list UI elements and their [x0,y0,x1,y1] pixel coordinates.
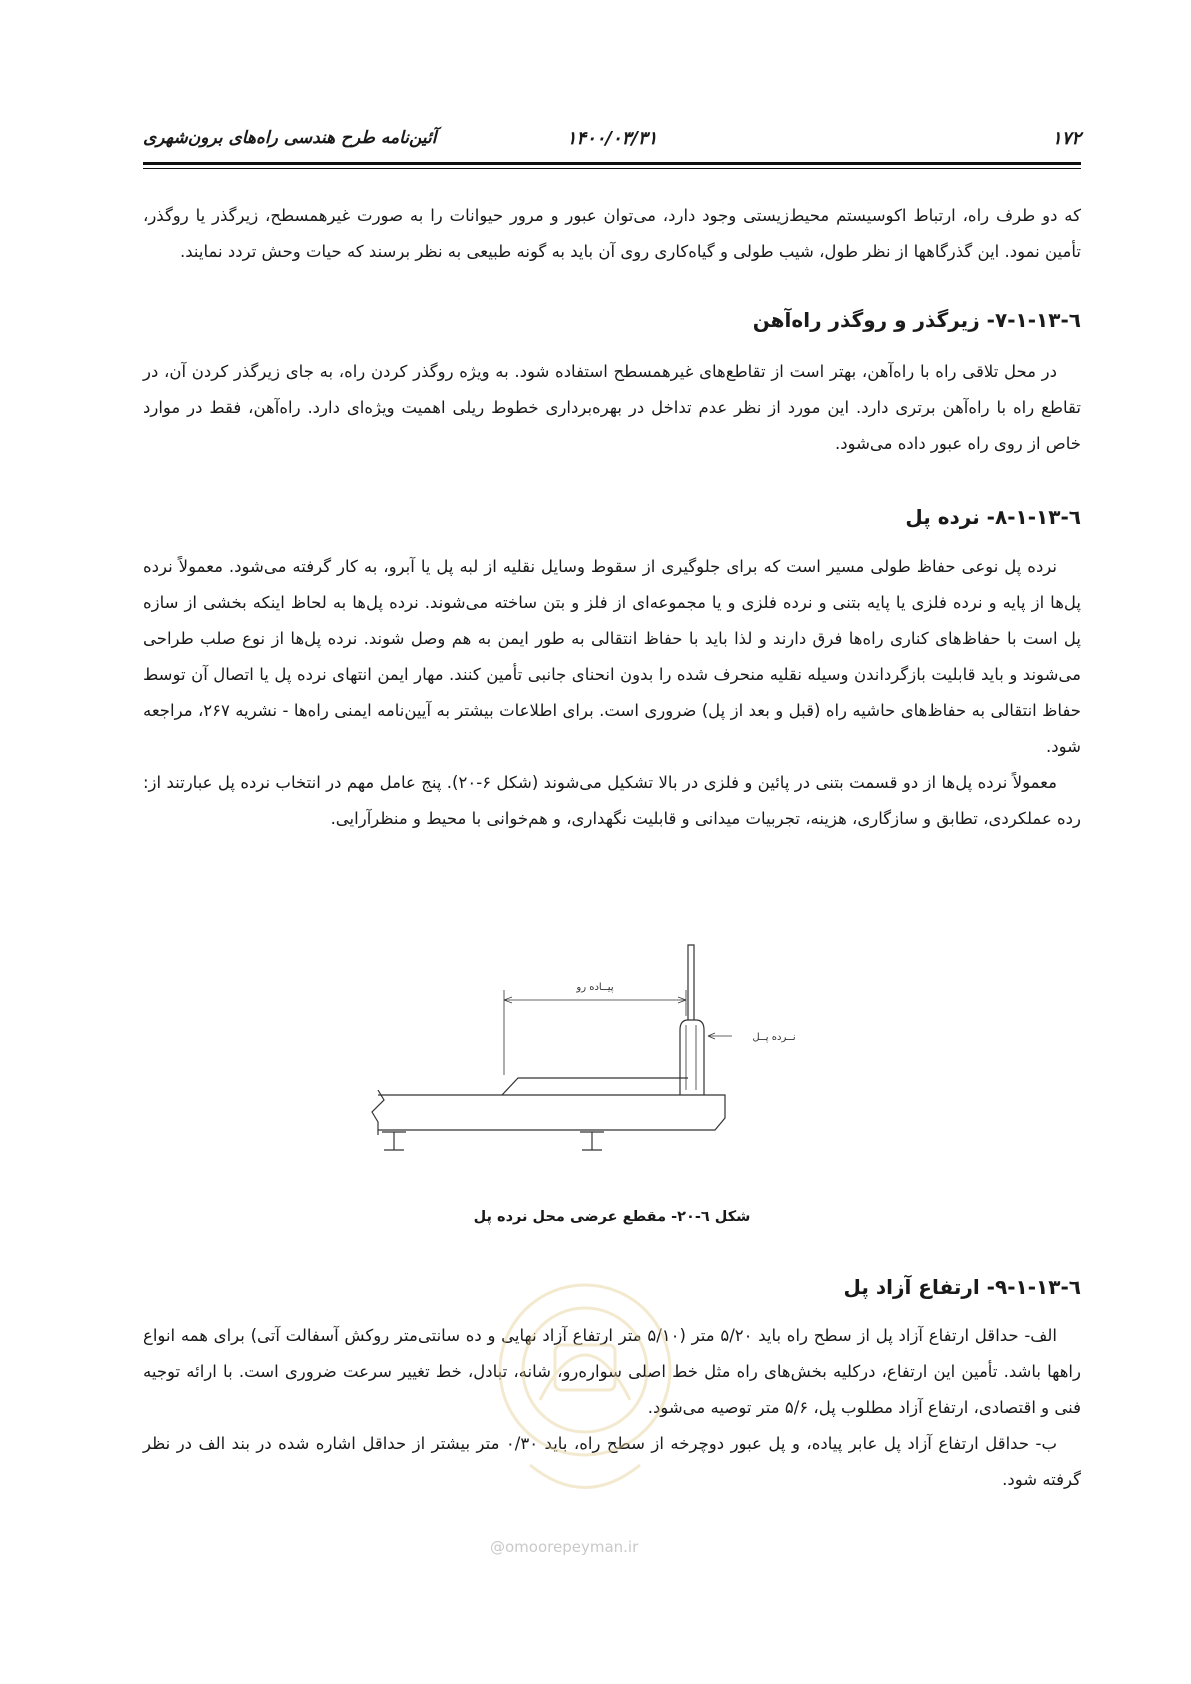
section-bridge-railing [143,502,1081,532]
intro-block [143,198,1081,270]
section-clearance-body [143,1318,1081,1498]
section-heading-railing: ٦-١٣-١-٨- نرده پل [905,505,1081,529]
section-heading-railway: ٦-١٣-١-٧- زیرگذر و روگذر راه‌آهن [752,308,1081,332]
section-clearance [143,1272,1081,1302]
railing-paragraph-2: معمولاً نرده پل‌ها از دو قسمت بتنی در پائین و فلزی در بالا تشکیل می‌شوند (شکل ۶-۲۰). پنج عامل مهم در انتخاب نرده پل عبارتند از: رده عملکردی، تطابق و سازگاری، هزینه، تجربیات میدانی و قابلیت نگهداری، و هم‌خوانی با محیط و منظرآرایی. [143,773,1081,828]
bridge-railing-cross-section-figure [370,940,810,1180]
clearance-paragraph-a: الف- حداقل ارتفاع آزاد پل از سطح راه باید ۵/۲۰ متر (۵/۱۰ متر ارتفاع آزاد نهایی و ده سانتی‌متر روکش آسفالت آتی) برای همه انواع راهها باشد. تأمین این ارتفاع، درکلیه بخش‌های راه مثل خط اصلی سواره‌رو، شانه، تبادل، خط تغییر سرعت ضروری است. با ارائه توجیه فنی و اقتصادی، ارتفاع آزاد مطلوب پل، ۵/۶ متر توصیه می‌شود. [143,1326,1081,1417]
railway-paragraph: در محل تلاقی راه با راه‌آهن، بهتر است از تقاطع‌های غیرهمسطح استفاده شود. به ویژه روگذر کردن راه، به جای زیرگذر کردن آن، در تقاطع راه با راه‌آهن برتری دارد. این مورد از نظر عدم تداخل در بهره‌برداری خطوط ریلی اهمیت ویژه‌ای دارد. راه‌آهن، فقط در موارد خاص از روی راه عبور داده می‌شود. [143,362,1081,453]
header-date: ۱۴۰۰/۰۳/۳۱ [566,128,658,149]
clearance-paragraph-b: ب- حداقل ارتفاع آزاد پل عابر پیاده، و پل عبور دوچرخه از سطح راه، باید ۰/۳۰ متر بیشتر از حداقل اشاره شده در بند الف در نظر گرفته شود. [143,1434,1081,1489]
section-railway-body [143,354,1081,462]
figure-caption: شکل ٦-٢٠- مقطع عرضی محل نرده پل [473,1209,751,1225]
watermark-site: @omoorepeyman.ir [490,1538,639,1556]
page-number: ۱۷۲ [1051,128,1081,149]
railing-paragraph-1: نرده پل نوعی حفاظ طولی مسیر است که برای جلوگیری از سقوط وسایل نقلیه از لبه پل یا آبرو، به کار گرفته می‌شود. معمولاً نرده پل‌ها از پایه و نرده فلزی یا پایه بتنی و نرده فلزی و یا مجموعه‌ای از فلز و بتن ساخته می‌شوند. نرده پل‌ها به لحاظ اینکه بخشی از سازه پل است با حفاظ‌های کناری راه‌ها فرق دارند و لذا باید با حفاظ انتقالی به طور ایمن به هم وصل شوند. نرده پل‌ها از نوع صلب طراحی می‌شوند و باید قابلیت بازگرداندن وسیله نقلیه منحرف شده را بدون انحنای جانبی تأمین کنند. مهار ایمن انتهای نرده پل یا اتصال آن توسط حفاظ انتقالی به حفاظ‌های حاشیه راه (قبل و بعد از پل) ضروری است. برای اطلاعات بیشتر به آیین‌نامه ایمنی راه‌ها - نشریه ۲۶۷، مراجعه شود. [143,557,1081,756]
header-rule-thick [143,162,1081,165]
section-railing-body [143,549,1081,837]
page-header [143,128,1081,156]
header-rule-thin [143,168,1081,169]
section-railway-crossing [143,305,1081,335]
section-heading-clearance: ٦-١٣-١-٩- ارتفاع آزاد پل [843,1275,1081,1299]
railing-label: نــرده پــل [752,1032,796,1043]
header-title: آئین‌نامه طرح هندسی راه‌های برون‌شهری [143,128,437,148]
sidewalk-label: پیــاده رو [576,982,614,993]
intro-paragraph: که دو طرف راه، ارتباط اکوسیستم محیط‌زیستی وجود دارد، می‌توان عبور و مرور حیوانات را به صورت غیرهمسطح، زیرگذر یا روگذر، تأمین نمود. این گذرگاهها از نظر طول، شیب طولی و گیاه‌کاری روی آن باید به گونه طبیعی به نظر برسند که حیات وحش تردد نمایند. [143,206,1081,261]
